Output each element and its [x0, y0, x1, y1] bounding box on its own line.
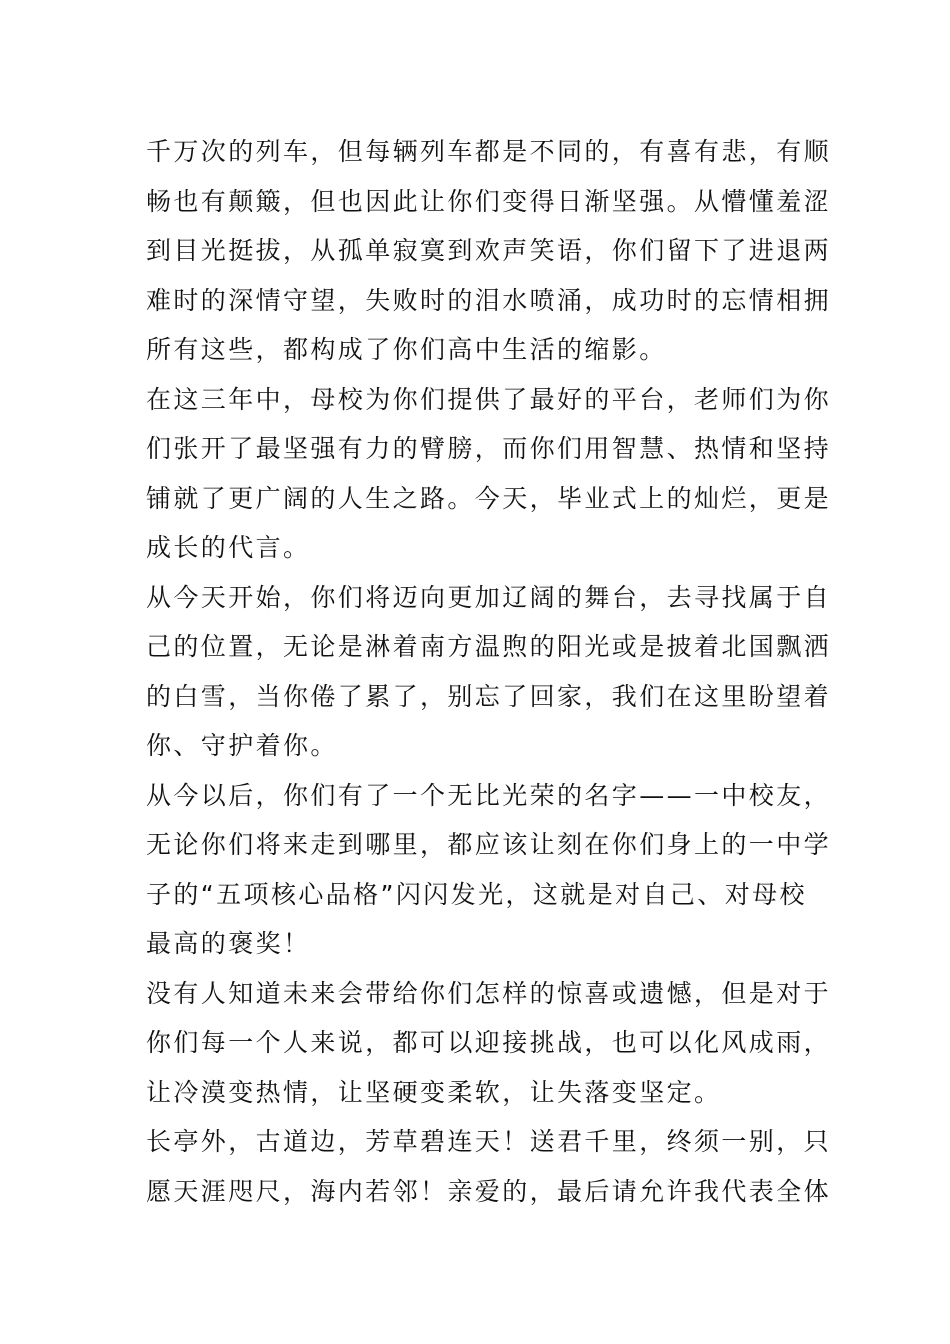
text-line: 长亭外，古道边，芳草碧连天！送君千里，终须一别，只	[146, 1127, 832, 1156]
text-line: 从今以后，你们有了一个无比光荣的名字——一中校友，	[146, 780, 832, 810]
paragraph-3	[146, 573, 832, 771]
text-line: 你、守护着你。	[146, 731, 338, 760]
text-line: 到目光挺拔，从孤单寂寞到欢声笑语，你们留下了进退两	[146, 236, 832, 265]
paragraph-4	[146, 771, 832, 969]
paragraph-2	[146, 375, 832, 573]
text-line: 己的位置，无论是淋着南方温煦的阳光或是披着北国飘洒	[146, 632, 832, 661]
text-line: 铺就了更广阔的人生之路。今天，毕业式上的灿烂，更是	[146, 483, 832, 513]
text-line: 从今天开始，你们将迈向更加辽阔的舞台，去寻找属于自	[146, 582, 832, 612]
text-line: 们张开了最坚强有力的臂膀，而你们用智慧、热情和坚持	[146, 434, 832, 463]
text-line: 难时的深情守望，失败时的泪水喷涌，成功时的忘情相拥	[146, 285, 832, 315]
text-line: 成长的代言。	[146, 533, 311, 562]
text-line: 畅也有颠簸，但也因此让你们变得日渐坚强。从懵懂羞涩	[146, 186, 832, 216]
text-line: 愿天涯咫尺，海内若邻！亲爱的，最后请允许我代表全体	[146, 1176, 832, 1206]
text-line: 无论你们将来走到哪里，都应该让刻在你们身上的一中学	[146, 830, 832, 859]
text-line: 的白雪，当你倦了累了，别忘了回家，我们在这里盼望着	[146, 681, 832, 711]
text-line: 让冷漠变热情，让坚硬变柔软，让失落变坚定。	[146, 1077, 722, 1107]
paragraph-1	[146, 127, 832, 375]
text-line: 最高的褒奖！	[146, 929, 311, 958]
text-line: 在这三年中，母校为你们提供了最好的平台，老师们为你	[146, 384, 832, 414]
text-line: 你们每一个人来说，都可以迎接挑战，也可以化风成雨，	[146, 1028, 832, 1057]
text-line: 没有人知道未来会带给你们怎样的惊喜或遗憾，但是对于	[146, 978, 832, 1008]
paragraph-5	[146, 969, 832, 1118]
text-line: 子的“五项核心品格”闪闪发光，这就是对自己、对母校	[146, 879, 807, 909]
text-line: 千万次的列车，但每辆列车都是不同的，有喜有悲，有顺	[146, 137, 832, 166]
paragraph-6	[146, 1117, 832, 1216]
document-body	[146, 127, 832, 1216]
text-line: 所有这些，都构成了你们高中生活的缩影。	[146, 335, 667, 364]
